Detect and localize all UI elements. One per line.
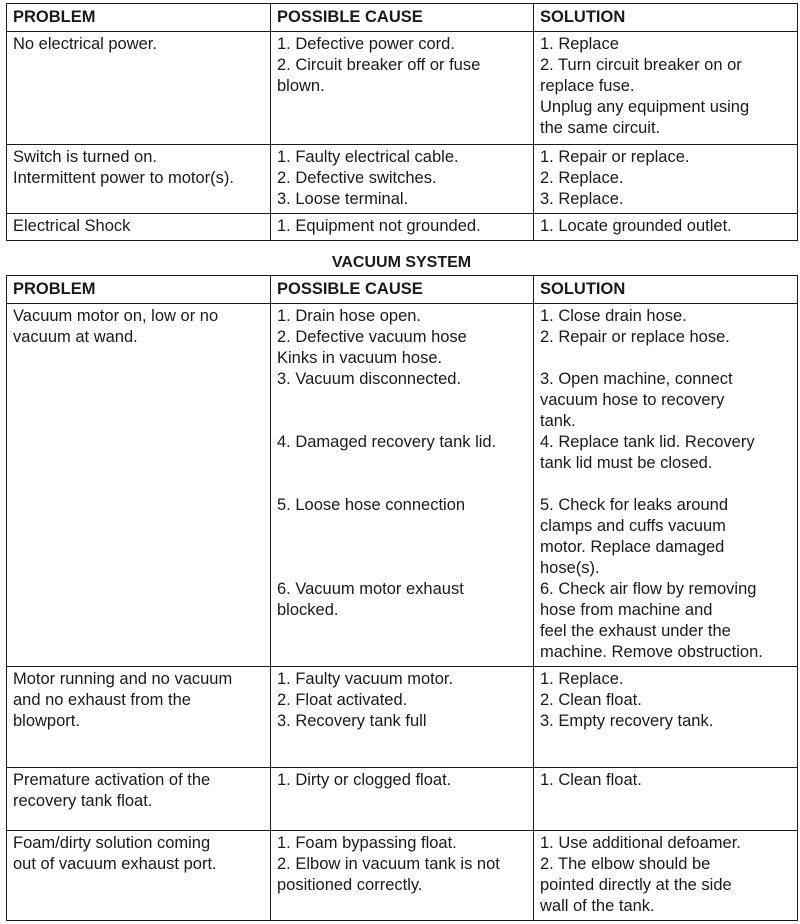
problem-text: vacuum at wand. — [13, 328, 138, 346]
problem-text: and no exhaust from the — [13, 691, 191, 709]
cause-text: 2. Defective switches. — [277, 169, 437, 187]
problem-cell — [7, 214, 271, 241]
problem-cell — [7, 32, 271, 145]
cause-text: 1. Equipment not grounded. — [277, 217, 481, 235]
solution-text: replace fuse. — [540, 77, 635, 95]
header-possible-cause: POSSIBLE CAUSE — [271, 276, 534, 304]
problem-text: Electrical Shock — [13, 217, 131, 235]
solution-text: hose(s). — [540, 559, 600, 577]
cause-text: 5. Loose hose connection — [277, 496, 466, 514]
solution-text: clamps and cuffs vacuum — [540, 517, 726, 535]
problem-cell — [7, 768, 271, 831]
cause-cell — [271, 768, 534, 831]
problem-cell — [7, 145, 271, 214]
cause-item — [277, 495, 527, 579]
cause-text: 1. Dirty or clogged float. — [277, 771, 452, 789]
cause-text: 3. Loose terminal. — [277, 190, 409, 208]
solution-text: 1. Use additional defoamer. — [540, 834, 741, 852]
table-row — [7, 145, 798, 214]
solution-cell — [534, 214, 798, 241]
solution-text: 1. Replace — [540, 35, 619, 53]
solution-text: motor. Replace damaged — [540, 538, 725, 556]
problem-text: Vacuum motor on, low or no — [13, 307, 219, 325]
problem-text: Intermittent power to motor(s). — [13, 169, 234, 187]
table-row — [7, 214, 798, 241]
cause-item — [277, 369, 527, 432]
cause-item — [277, 327, 527, 369]
solution-item — [540, 495, 791, 579]
solution-text: 2. Clean float. — [540, 691, 642, 709]
cause-cell — [271, 32, 534, 145]
solution-text: wall of the tank. — [540, 897, 655, 915]
problem-text: No electrical power. — [13, 35, 157, 53]
vacuum-system-troubleshooting-table — [6, 275, 798, 921]
solution-text: hose from machine and — [540, 601, 713, 619]
cause-item — [277, 306, 527, 327]
solution-text: feel the exhaust under the — [540, 622, 731, 640]
problem-text: out of vacuum exhaust port. — [13, 855, 217, 873]
table-row — [7, 831, 798, 921]
solution-cell — [534, 145, 798, 214]
cause-cell — [271, 831, 534, 921]
solution-cell — [534, 667, 798, 768]
solution-text: 1. Close drain hose. — [540, 307, 687, 325]
solution-cell — [534, 768, 798, 831]
cause-text: blown. — [277, 77, 325, 95]
cause-cell — [271, 145, 534, 214]
cause-text: 6. Vacuum motor exhaust — [277, 580, 464, 598]
solution-item — [540, 369, 791, 432]
solution-text: 1. Clean float. — [540, 771, 642, 789]
table-row — [7, 768, 798, 831]
table-row — [7, 304, 798, 667]
problem-text: blowport. — [13, 712, 80, 730]
cause-text: 1. Foam bypassing float. — [277, 834, 457, 852]
header-problem: PROBLEM — [7, 276, 271, 304]
problem-cell — [7, 831, 271, 921]
solution-text: the same circuit. — [540, 119, 661, 137]
table-row — [7, 667, 798, 768]
table-header-row — [7, 276, 798, 304]
cause-text: blocked. — [277, 601, 339, 619]
solution-cell — [534, 304, 798, 667]
solution-text: 1. Locate grounded outlet. — [540, 217, 732, 235]
cause-cell — [271, 214, 534, 241]
header-solution: SOLUTION — [534, 4, 798, 32]
problem-cell — [7, 667, 271, 768]
solution-text: 3. Replace. — [540, 190, 624, 208]
solution-text: 4. Replace tank lid. Recovery — [540, 433, 755, 451]
solution-text: 2. Turn circuit breaker on or — [540, 56, 742, 74]
cause-cell — [271, 304, 534, 667]
cause-text: 3. Vacuum disconnected. — [277, 370, 462, 388]
solution-text: 3. Empty recovery tank. — [540, 712, 714, 730]
cause-cell — [271, 667, 534, 768]
section-title: VACUUM SYSTEM — [331, 254, 472, 271]
solution-text: machine. Remove obstruction. — [540, 643, 763, 661]
cause-text: 4. Damaged recovery tank lid. — [277, 433, 497, 451]
cause-text: Kinks in vacuum hose. — [277, 349, 443, 367]
solution-text: tank lid must be closed. — [540, 454, 713, 472]
problem-text: recovery tank float. — [13, 792, 153, 810]
table-row — [7, 32, 798, 145]
cause-item — [277, 579, 527, 663]
cause-text: positioned correctly. — [277, 876, 423, 894]
solution-text: pointed directly at the side — [540, 876, 732, 894]
solution-item — [540, 327, 791, 369]
solution-text: vacuum hose to recovery — [540, 391, 725, 409]
solution-item — [540, 432, 791, 495]
cause-item — [277, 432, 527, 495]
cause-text: 2. Circuit breaker off or fuse — [277, 56, 481, 74]
problem-cell — [7, 304, 271, 667]
problem-text: Premature activation of the — [13, 771, 211, 789]
header-problem: PROBLEM — [7, 4, 271, 32]
solution-text: 5. Check for leaks around — [540, 496, 729, 514]
problem-text: Switch is turned on. — [13, 148, 157, 166]
solution-cell — [534, 32, 798, 145]
solution-text: tank. — [540, 412, 576, 430]
header-possible-cause: POSSIBLE CAUSE — [271, 4, 534, 32]
header-solution: SOLUTION — [534, 276, 798, 304]
cause-text: 3. Recovery tank full — [277, 712, 427, 730]
solution-text: 1. Replace. — [540, 670, 624, 688]
solution-text: 1. Repair or replace. — [540, 148, 690, 166]
cause-text: 2. Float activated. — [277, 691, 408, 709]
solution-text: 2. Repair or replace hose. — [540, 328, 730, 346]
solution-text: 3. Open machine, connect — [540, 370, 733, 388]
cause-text: 1. Drain hose open. — [277, 307, 422, 325]
electrical-troubleshooting-table — [6, 3, 798, 241]
solution-cell — [534, 831, 798, 921]
solution-text: Unplug any equipment using — [540, 98, 750, 116]
solution-text: 2. Replace. — [540, 169, 624, 187]
cause-text: 1. Faulty electrical cable. — [277, 148, 459, 166]
cause-text: 1. Faulty vacuum motor. — [277, 670, 454, 688]
cause-text: 2. Defective vacuum hose — [277, 328, 467, 346]
solution-item — [540, 306, 791, 327]
solution-item — [540, 579, 791, 663]
cause-text: 2. Elbow in vacuum tank is not — [277, 855, 500, 873]
problem-text: Foam/dirty solution coming — [13, 834, 211, 852]
solution-text: 6. Check air flow by removing — [540, 580, 757, 598]
problem-text: Motor running and no vacuum — [13, 670, 233, 688]
table-header-row — [7, 4, 798, 32]
solution-text: 2. The elbow should be — [540, 855, 711, 873]
cause-text: 1. Defective power cord. — [277, 35, 455, 53]
